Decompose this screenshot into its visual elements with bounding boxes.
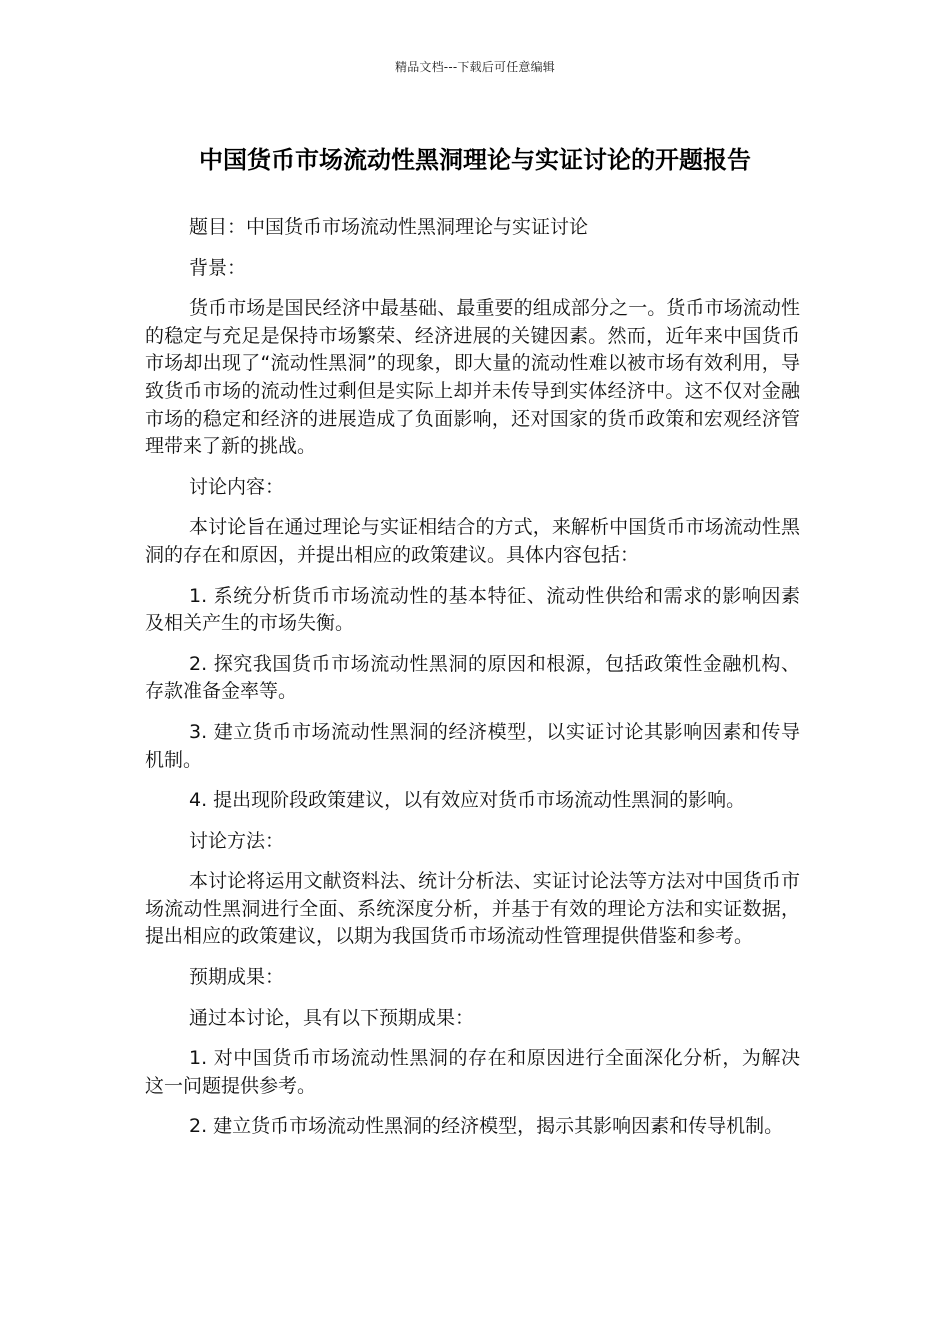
paragraph-background: 货币市场是国民经济中最基础、最重要的组成部分之一。货币市场流动性的稳定与充足是保持市场繁荣、经济进展的关键因素。然而，近年来中国货币市场却出现了“流动性黑洞”的现象，即大量的流动性难以被市场有效利用，导致货币市场的流动性过剩但是实际上却并未传导到实体经济中。这不仅对金融市场的稳定和经济的进展造成了负面影响，还对国家的货币政策和宏观经济管理带来了新的挑战。: [145, 297, 800, 458]
section-heading-content: 讨论内容：: [189, 475, 285, 498]
header-note: 精品文档---下载后可任意编辑: [395, 60, 555, 74]
paragraph-methods: 本讨论将运用文献资料法、统计分析法、实证讨论法等方法对中国货币市场流动性黑洞进行全面、系统深度分析，并基于有效的理论方法和实证数据，提出相应的政策建议，以期为我国货币市场流动性管理提供借鉴和参考。: [145, 870, 800, 948]
section-heading-methods: 讨论方法：: [189, 829, 285, 852]
paragraph-content-intro: 本讨论旨在通过理论与实证相结合的方式，来解析中国货币市场流动性黑洞的存在和原因，并提出相应的政策建议。具体内容包括：: [145, 516, 800, 566]
list-item-content-1: 1. 系统分析货币市场流动性的基本特征、流动性供给和需求的影响因素及相关产生的市场失衡。: [145, 584, 800, 635]
topic-line: 题目：中国货币市场流动性黑洞理论与实证讨论: [189, 216, 589, 238]
list-item-outcome-1: 1. 对中国货币市场流动性黑洞的存在和原因进行全面深化分析，为解决这一问题提供参考。: [145, 1047, 800, 1097]
paragraph-outcomes-intro: 通过本讨论，具有以下预期成果：: [189, 1006, 475, 1029]
section-heading-background: 背景：: [189, 256, 247, 279]
list-item-content-3: 3. 建立货币市场流动性黑洞的经济模型，以实证讨论其影响因素和传导机制。: [145, 720, 800, 771]
document-body: [145, 214, 800, 1154]
section-heading-outcomes: 预期成果：: [189, 966, 285, 989]
list-item-content-4: 4. 提出现阶段政策建议，以有效应对货币市场流动性黑洞的影响。: [189, 789, 746, 812]
list-item-content-2: 2. 探究我国货币市场流动性黑洞的原因和根源，包括政策性金融机构、存款准备金率等。: [145, 652, 800, 703]
list-item-outcome-2: 2. 建立货币市场流动性黑洞的经济模型，揭示其影响因素和传导机制。: [189, 1115, 784, 1138]
document-title: 中国货币市场流动性黑洞理论与实证讨论的开题报告: [199, 146, 751, 174]
